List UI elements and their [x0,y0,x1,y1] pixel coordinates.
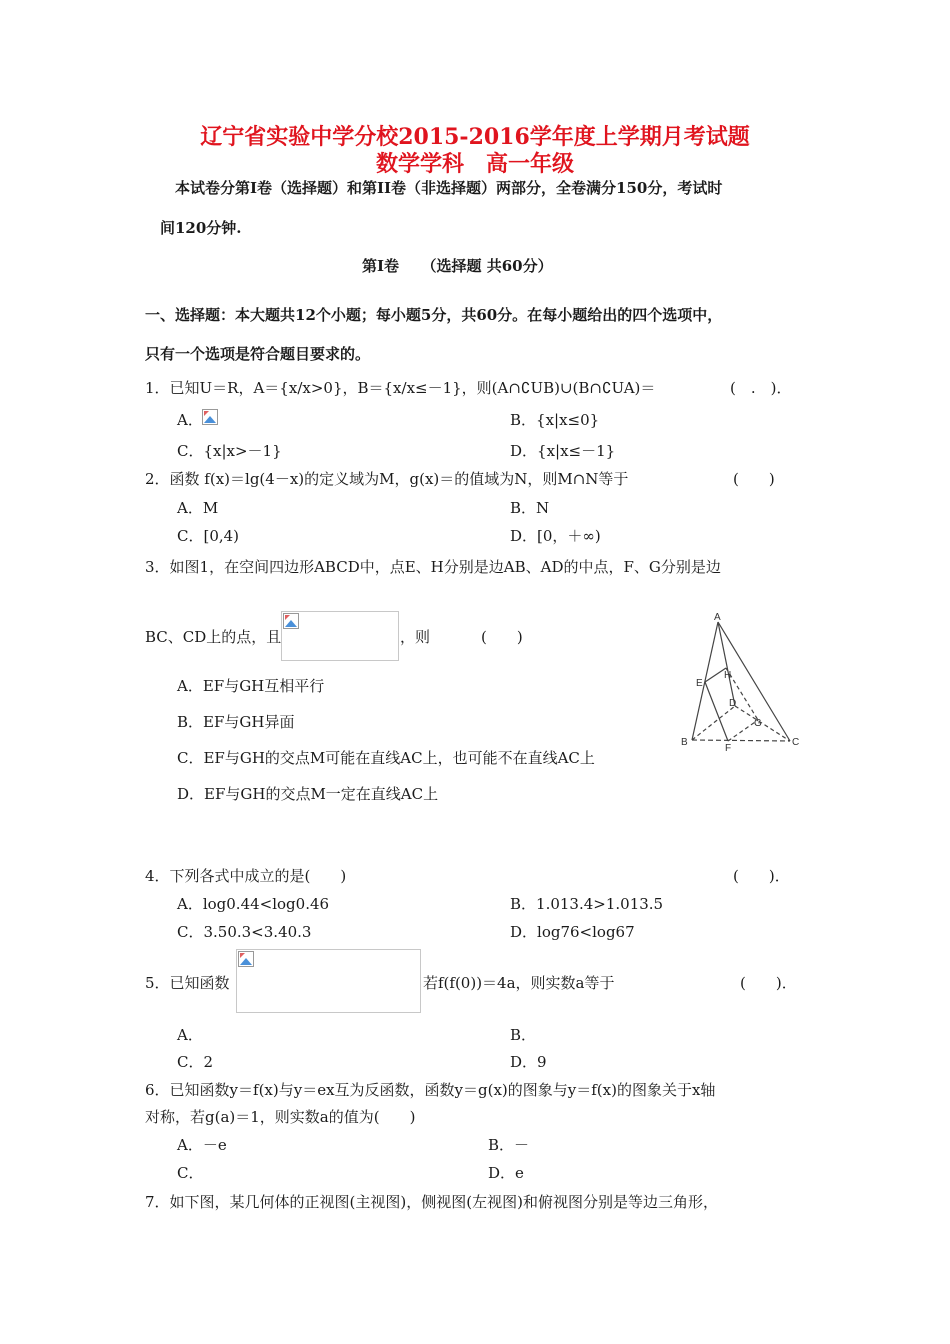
q5-function-image [236,949,421,1013]
q3-bracket: ( ) [481,628,523,646]
q3-stem: 3．如图1，在空间四边形ABCD中，点E、H分别是边AB、AD的中点，F、G分别是边 [145,558,721,576]
segment-ef [705,682,728,741]
q1-option-b: B．{x|x≤0} [510,411,600,429]
q1-option-c: C．{x|x>－1} [177,442,282,460]
q5-option-c: C．2 [177,1053,214,1071]
page-subtitle: 数学学科 高一年级 [375,151,574,177]
q3-tetrahedron-figure [680,610,805,755]
q4-option-b: B．1.013.4>1.013.5 [510,895,664,913]
broken-image-icon [202,409,218,425]
q3-stem2-b: ，则 [400,628,431,646]
label-a: A [714,612,721,623]
q2-option-d: D．[0，＋∞) [510,527,601,545]
q5-stem-b: 若f(f(0))＝4a，则实数a等于 [423,974,615,992]
page-title: 辽宁省实验中学分校2015-2016学年度上学期月考试题 [200,124,750,150]
label-g: G [754,718,762,729]
q2-stem: 2．函数 f(x)＝lg(4－x)的定义域为M，g(x)＝的值域为N，则M∩N等于 [145,470,629,488]
q3-option-a: A．EF与GH互相平行 [177,677,325,695]
section-instructions-line2: 只有一个选项是符合题目要求的。 [145,345,371,363]
q5-bracket: ( )． [740,974,797,992]
intro-line2: 间120分钟. [160,219,242,237]
q7-stem: 7．如下图，某几何体的正视图(主视图)，侧视图(左视图)和俯视图分别是等边三角形， [145,1193,718,1211]
q6-option-b: B．－ [488,1136,530,1154]
q2-option-a: A．M [177,499,219,517]
label-e: E [696,678,703,689]
q6-option-a: A．－e [177,1136,227,1154]
edge-dc [735,706,790,741]
label-d: D [729,698,737,709]
q5-option-a: A． [177,1026,203,1044]
q3-option-b: B．EF与GH异面 [177,713,295,731]
intro-line1: 本试卷分第Ⅰ卷（选择题）和第II卷（非选择题）两部分，全卷满分150分，考试时 [175,179,723,197]
q6-option-d: D．e [488,1164,524,1182]
label-h: H [724,670,732,681]
section-heading: 第Ⅰ卷 （选择题 共60分） [362,257,553,275]
segment-eh [705,668,726,682]
q4-option-a: A．log0.44<log0.46 [177,895,330,913]
q2-bracket: ( ) [733,470,775,488]
broken-image-icon [238,951,254,967]
q1-stem: 1．已知U＝R，A＝{x/x>0}，B＝{x/x≤－1}，则(A∩∁UB)∪(B∩∁UA)＝ [145,379,656,397]
q4-option-d: D．log76<log67 [510,923,635,941]
edge-ad [718,622,735,706]
q4-option-c: C．3.50.3<3.40.3 [177,923,312,941]
q1-bracket: ( . )． [730,379,792,397]
q2-option-b: B．N [510,499,550,517]
q5-option-b: B． [510,1026,537,1044]
broken-image-icon [283,613,299,629]
q6-stem: 6．已知函数y＝f(x)与y＝ex互为反函数，函数y＝g(x)的图象与y＝f(x)的图象关于x轴 [145,1081,716,1099]
section-instructions-line1: 一、选择题：本大题共12个小题；每小题5分，共60分。在每小题给出的四个选项中， [145,306,723,324]
label-f: F [725,743,732,754]
q1-option-d: D．{x|x≤－1} [510,442,616,460]
q3-option-c: C．EF与GH的交点M可能在直线AC上，也可能不在直线AC上 [177,749,595,767]
q5-option-d: D．9 [510,1053,547,1071]
q5-stem-a: 5．已知函数 [145,974,230,992]
q4-bracket: ( )． [733,867,790,885]
q2-option-c: C．[0,4) [177,527,240,545]
label-b: B [681,737,688,748]
q6-option-c: C． [177,1164,204,1182]
q6-stem2: 对称，若g(a)＝1，则实数a的值为( ) [145,1108,416,1126]
q1-option-a: A． [177,411,203,429]
q3-option-d: D．EF与GH的交点M一定在直线AC上 [177,785,439,803]
label-c: C [792,737,800,748]
q3-stem2-a: BC、CD上的点，且 [145,628,282,646]
edge-bc [692,740,790,741]
q4-stem: 4．下列各式中成立的是( ) [145,867,347,885]
